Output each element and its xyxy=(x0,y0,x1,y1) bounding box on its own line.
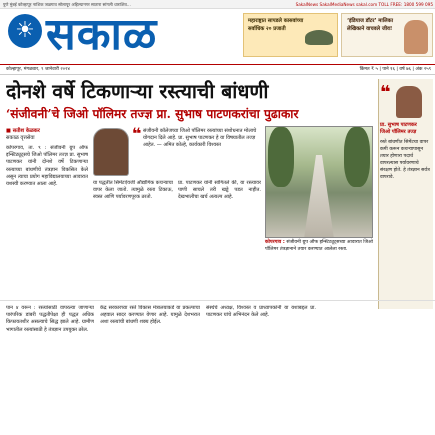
expert-quote: रस्ते बांधणीत सिमेंटचा वापर कमी करून कचऱ्यापासून तयार होणारा पदार्थ वापरल्यास पर्यावरणाचे संरक्षण होते. हे तंत्रज्ञान सर्वत्र वापरावे. xyxy=(380,140,430,180)
dateline xyxy=(0,64,435,75)
promo-box-series[interactable] xyxy=(341,13,433,57)
article-column-6: संस्थेचे अध्यक्ष, विश्वस्त व प्राध्यापकांनी या यशाबद्दल प्रा. पाटणकर यांचे अभिनंदन केले आहे. xyxy=(206,305,316,319)
trustee-portrait xyxy=(93,128,129,176)
edition-date: कोल्हापूर, मंगळवार, ९ जानेवारी २०२४ xyxy=(6,67,70,72)
photo-caption xyxy=(265,240,373,253)
price-info: किंमत ₹ ५ | पाने १६ | वर्ष ७६ | अंक २५९ xyxy=(359,67,431,72)
byline xyxy=(6,128,78,142)
article-column-3: प्रा. पाटणकर यांनी सांगितले की, या रस्त्यावर पाणी साचले तरी खड्डे पडत नाहीत. देखभालीचा खर्च अत्यल्प आहे. xyxy=(178,180,261,201)
article-column-4: पान ४ वरून : रस्त्यांसाठी वापरल्या जाणाऱ्या पारंपरिक डांबरी पद्धतीपेक्षा ही पद्धत अधिक किफायतशीर असल्याचे सिद्ध झाले आहे. ग्रामीण भागातील रस्त्यांसाठी हे तंत्रज्ञान उपयुक्त ठरेल. xyxy=(6,305,94,333)
quote-mark-icon: ❝ xyxy=(380,82,391,103)
byline-name: ■ सतीश केळकर xyxy=(6,128,40,134)
caption-label: कोपरगाव : xyxy=(265,240,285,245)
newspaper-logo[interactable]: सकाळ xyxy=(46,9,158,60)
promo-portrait xyxy=(404,20,428,54)
social-links[interactable]: SakalNews SakalMediaNews sakal.com TOLL FREE: 1800 599 095 xyxy=(295,2,433,7)
road-path xyxy=(304,155,334,238)
section-divider xyxy=(0,300,435,301)
expert-name-text: प्रा. सुभाष पाटणकर xyxy=(380,122,417,128)
road-photo xyxy=(265,126,373,238)
article-subhead: ‘संजीवनी’चे जिओ पॉलिमर तज्ज्ञ प्रा. सुभाष पाटणकरांचा पुढाकार xyxy=(6,107,299,121)
pull-quote: संजीवनी कॉलेजच्या जिओ पॉलिमर रस्त्यांच्या संशोधनात मोलाचे योगदान दिले आहे. प्रा. सुभाष पाटणकर हे या विषयातील तज्ज्ञ आहेत. — अमित कोल्हे, कार्यकारी विश्वस्त xyxy=(143,128,257,149)
article-headline[interactable]: दोनशे वर्षे टिकणाऱ्या रस्त्याची बांधणी xyxy=(6,80,269,103)
turtle-image xyxy=(305,30,333,45)
top-strip-text: पुणे मुंबई कोल्हापूर नाशिक जळगाव सोलापूर अहिल्यानगर सातारा सांगली धाराशिव... xyxy=(3,2,131,7)
sun-logo-icon: ☀ xyxy=(8,14,42,48)
article-column-1: कोपरगाव, ता. ९ : संजीवनी ग्रुप ऑफ इन्स्टिट्यूट्सचे जिओ पॉलिमर तज्ज्ञ प्रा. सुभाष पाटणकर यांनी दोनशे वर्षे टिकणाऱ्या रस्त्याच्या बांधणीचे तंत्रज्ञान विकसित केले असून त्याचा प्रयोग महाविद्यालयाच्या आवारात यशस्वी करण्यात आला आहे. xyxy=(6,145,88,188)
article-column-2: या पद्धतीत सिमेंटऐवजी औद्योगिक कचऱ्याचा वापर केला जातो. त्यामुळे रस्ता टिकाऊ, स्वस्त आणि पर्यावरणपूरक ठरतो. xyxy=(93,180,173,201)
caption-text: संजीवनी ग्रुप ऑफ इन्स्टिट्यूट्सच्या आवारात जिओ पॉलिमर तंत्रज्ञानाने तयार करण्यात आलेला रस्ता. xyxy=(265,240,373,252)
expert-name xyxy=(380,122,432,136)
tree-shape xyxy=(344,127,370,187)
expert-portrait xyxy=(396,86,422,118)
article-column-5: केंद्र सरकारच्या रस्ते विकास मंत्रालयाकडे या प्रकल्पाचा अहवाल सादर करण्यात येणार आहे. यामुळे देशभरात अशा रस्त्यांची बांधणी शक्य होईल. xyxy=(100,305,200,326)
byline-role: सकाळ वृत्तसेवा xyxy=(6,135,35,141)
promo-text: ‘इंडियाज डॉटर’ मालिका लेखिकाने वाचवले जीव! xyxy=(347,18,393,32)
quote-mark-icon: ❝ xyxy=(132,124,142,143)
expert-role: जिओ पॉलिमर तज्ज्ञ xyxy=(380,129,417,135)
promo-text: महाराष्ट्रात सापडले कासवांच्या सर्वाधिक २० प्रजाती xyxy=(248,18,304,32)
tree-shape xyxy=(268,127,294,187)
